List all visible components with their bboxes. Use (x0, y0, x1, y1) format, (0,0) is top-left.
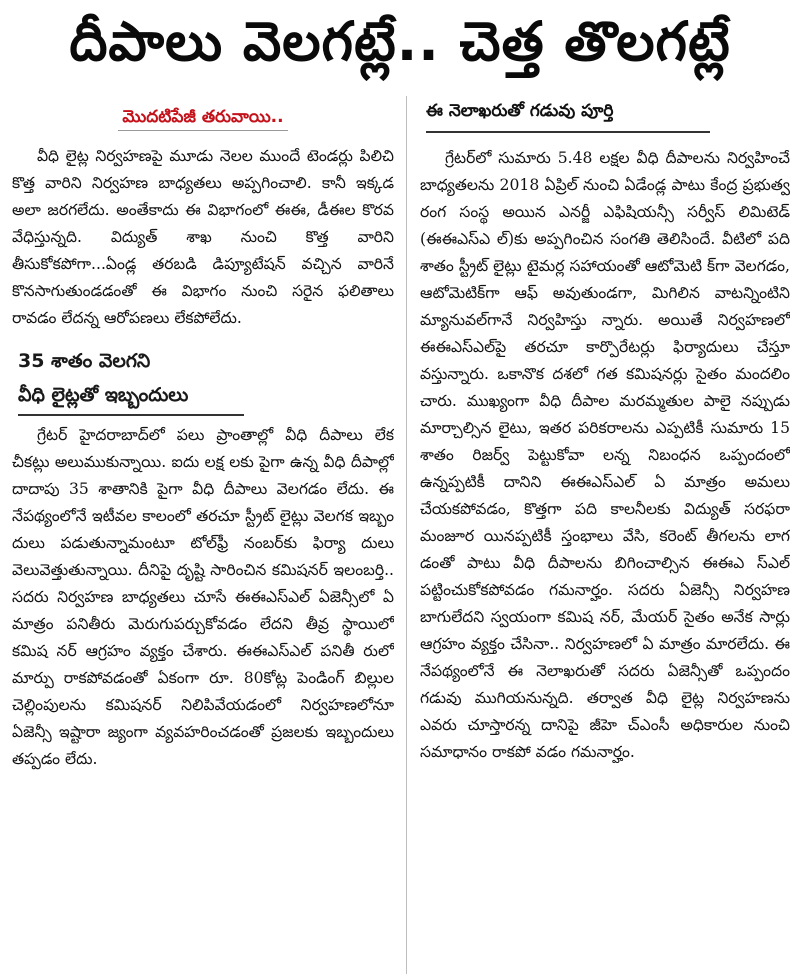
right-paragraph-1: గ్రేటర్‌లో సుమారు 5.48 లక్షల వీధి దీపాలను నిర్వహించే బాధ్యతలను 2018 ఏప్రిల్ నుంచి ఏడేండ్ల పాటు కేంద్ర ప్రభుత్వ రంగ సంస్థ అయిన ఎనర్జీ ఎఫిషియన్సీ సర్వీస్ లిమిటెడ్ (ఈఈఎస్ఎ ల్)కు అప్పగించిన సంగతి తెలిసిందే. వీటిలో పది శాతం స్ట్రీట్ లైట్లు టైమర్ల సహాయంతో ఆటోమెటి క్‌గా వెలగడం, ఆటోమెటిక్‌గా ఆఫ్ అవుతుండగా, మిగిలిన వాటన్నింటిని మ్యానువల్‌గానే నిర్వహిస్తు న్నారు. అయితే నిర్వహణలో ఈఈఎస్ఎల్‌పై తరచూ కార్పొరేటర్లు ఫిర్యాదులు చేస్తూ వస్తున్నారు. ఒకానొక దశలో గత కమిషనర్లు సైతం మందలిం చారు. ముఖ్యంగా వీధి దీపాల మరమ్మతుల పాలై నప్పుడు మార్చాల్సిన లైటు, ఇతర పరికరాలను ఎప్పటికీ సుమారు 15 శాతం రిజర్వ్ పెట్టుకోవా లన్న నిబంధన ఒప్పందంలో ఉన్నప్పటికీ దానిని ఈఈఎస్ఎల్ ఏ మాత్రం అమలు చేయకపోవడం, కొత్తగా పది కాలనీలకు విద్యుత్ సరఫరా మంజూర యినప్పటికీ స్తంభాలు వేసి, కరెంట్ తీగలను లాగ డంతో పాటు వీధి దీపాలను బిగించాల్సిన ఈఈఎ స్ఎల్ పట్టించుకోకపోవడం గమనార్హం. సదరు ఏజెన్సీ నిర్వహణ బాగులేదని స్వయంగా కమిష నర్, మేయర్ సైతం అనేక సార్లు ఆగ్రహం వ్యక్తం చేసినా.. నిర్వహణలో ఏ మాత్రం మారలేదు. ఈ నేపథ్యంలోనే ఈ నెలాఖరుతో సదరు ఏజెన్సీతో ఒప్పందం గడువు ముగియనున్నది. తర్వాత వీధి లైట్ల నిర్వహణను ఎవరు చూస్తారన్న దానిపై జీహె చ్ఎంసీ అధికారుల నుంచి సమాధానం రాకపో వడం గమనార్హం. (420, 149, 790, 761)
left-column (12, 96, 394, 974)
left-paragraph-1: వీధి లైట్ల నిర్వహణపై మూడు నెలల ముందే టెండర్లు పిలిచి కొత్త వారిని నిర్వహణ బాధ్యతలు అప్పగించాలి. కానీ ఇక్కడ అలా జరగలేదు. అంతేకాదు ఈ విభాగంలో ఈఈ, డీఈల కొరవ వేధిస్తున్నది. విద్యుత్ శాఖ నుంచి కొత్త వారిని తీసుకోకపోగా...ఏండ్ల తరబడి డిప్యూటేషన్ వచ్చిన వారినే కొనసాగుతుండడంతో ఈ విభాగం నుంచి సరైన ఫలితాలు రావడం లేదన్న ఆరోపణలు లేకపోలేదు. (12, 147, 394, 327)
continuation-kicker (12, 104, 394, 131)
kicker-text: మొదటిపేజీ తరువాయి.. (118, 107, 287, 131)
left-paragraph-2: గ్రేటర్ హైదరాబాద్‌లో పలు ప్రాంతాల్లో వీధి దీపాలు లేక చీకట్లు అలుముకున్నాయి. ఐదు లక్ష లకు పైగా ఉన్న వీధి దీపాల్లో దాదాపు 35 శాతానికి పైగా వీధి దీపాలు వెలగడం లేదు. ఈ నేపథ్యంలోనే ఇటీవల కాలంలో తరచూ స్ట్రీట్ లైట్లు వెలగక ఇబ్బం దులు పడుతున్నామంటూ టోల్‌ఫ్రీ నంబర్‌కు ఫిర్యా దులు వెలువెత్తుతున్నాయి. దీనిపై దృష్టి సారించిన కమిషనర్ ఇలంబర్తి.. సదరు నిర్వహణ బాధ్యతలు చూసే ఈఈఎస్ఎల్ ఏజెన్సీలో ఏ మాత్రం పనితీరు మెరుగుపర్చుకోవడం లేదని తీవ్ర స్థాయిలో కమిష నర్ ఆగ్రహం వ్యక్తం చేశారు. ఈఈఎస్ఎల్ పనితీ రులో మార్పు రాకపోవడంతో ఏకంగా రూ. 80కోట్ల పెండింగ్ బిల్లుల చెల్లింపులను కమిషనర్ నిలిపివేయడంలో నిర్వహణలోనూ ఏజెన్సీ ఇష్టారా జ్యంగా వ్యవహరించడంతో ప్రజలకు ఇబ్బందులు తప్పడం లేదు. (12, 426, 394, 768)
right-column (420, 96, 790, 974)
left-subhead-line-2: వీధి లైట్లతో ఇబ్బందులు (18, 380, 244, 416)
headline: దీపాలు వెలగట్లే.. చెత్త తొలగట్లే (69, 10, 731, 73)
column-divider (406, 96, 407, 974)
left-subhead-line-1: 35 శాతం వెలగని (18, 350, 151, 372)
right-subhead: ఈ నెలాఖరుతో గడువు పూర్తి (426, 98, 710, 133)
